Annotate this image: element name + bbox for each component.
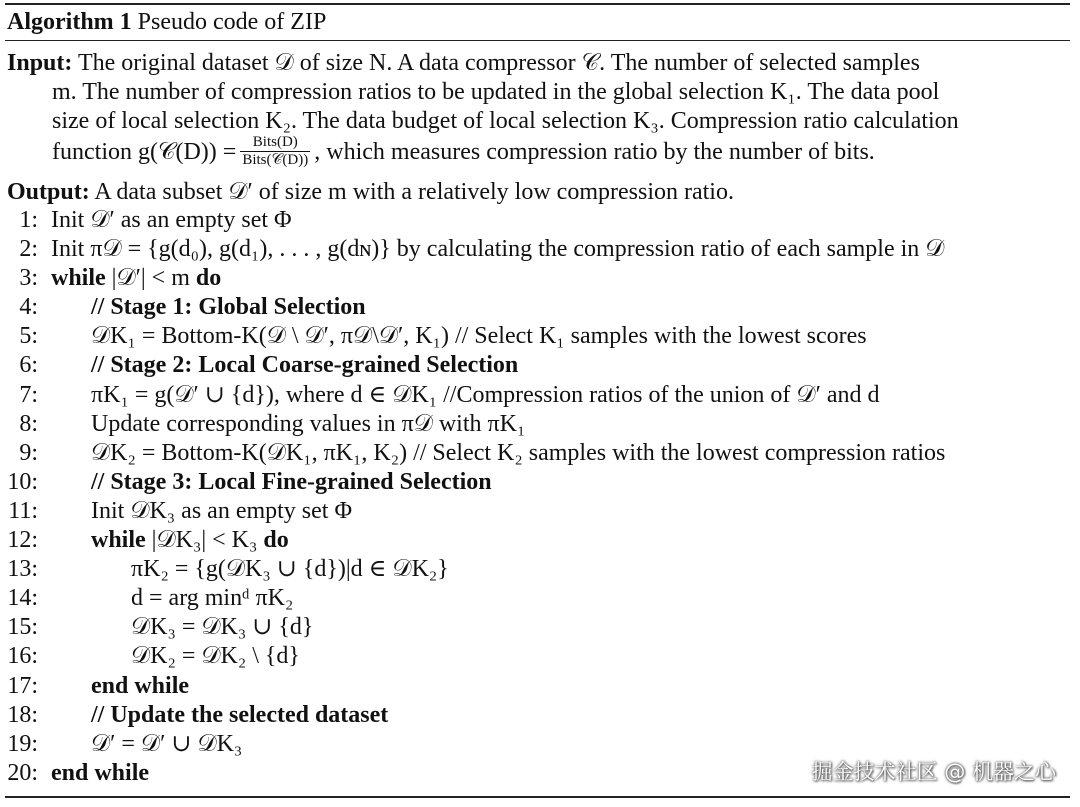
input-line-function xyxy=(7,136,1065,171)
input-spec xyxy=(7,49,1065,171)
output-text: A data subset 𝒟′ of size m with a relatively low compression ratio. xyxy=(94,179,734,205)
keyword-while: while xyxy=(51,265,106,292)
keyword-do: do xyxy=(195,265,222,292)
step-text: 𝒟K₂ = Bottom-K(𝒟K₁, πK₁, K₂) // Select K₂ samples with the lowest compression ratios xyxy=(91,439,946,466)
algorithm-caption xyxy=(7,7,326,37)
line-number: 7: xyxy=(19,381,38,408)
line-number: 8: xyxy=(19,410,38,437)
input-line xyxy=(7,49,1065,78)
line-number: 4: xyxy=(19,294,38,321)
loop-condition: |𝒟′| < m xyxy=(111,265,190,292)
step-line xyxy=(0,613,1080,642)
output-spec xyxy=(7,178,734,207)
stage-comment: // Stage 2: Local Coarse-grained Selection xyxy=(91,352,519,379)
step-text: Init 𝒟K₃ as an empty set Φ xyxy=(91,497,353,524)
line-number: 16: xyxy=(7,643,38,670)
function-suffix: , which measures compression ratio by the number of bits. xyxy=(314,139,875,166)
line-number: 5: xyxy=(19,323,38,350)
algorithm-title: Pseudo code of ZIP xyxy=(137,9,327,35)
line-number: 1: xyxy=(19,207,38,233)
fraction-numerator: Bits(D) xyxy=(240,134,310,152)
line-number: 14: xyxy=(7,585,38,612)
step-line xyxy=(0,701,1080,730)
step-line xyxy=(0,730,1080,759)
line-number: 13: xyxy=(7,556,38,583)
step-line xyxy=(0,206,1080,235)
step-line xyxy=(0,322,1080,351)
keyword-end-while: end while xyxy=(91,672,190,699)
step-text: 𝒟K₃ = 𝒟K₃ ∪ {d} xyxy=(131,614,314,641)
input-label: Input: xyxy=(7,50,73,76)
bits-fraction xyxy=(240,134,310,169)
step-line xyxy=(0,381,1080,410)
watermark: 掘金技术社区 @ 机器之心 xyxy=(811,760,1056,784)
input-line: size of local selection K₂. The data budget of local selection K₃. Compression ratio calculation xyxy=(52,108,959,134)
stage-comment: // Update the selected dataset xyxy=(91,701,389,728)
algorithm-steps xyxy=(0,206,1080,788)
line-number: 2: xyxy=(19,236,38,263)
line-number: 11: xyxy=(8,497,38,524)
line-number: 19: xyxy=(7,730,38,757)
step-text: Update corresponding values in π𝒟 with πK₁ xyxy=(91,410,526,437)
step-line xyxy=(0,351,1080,380)
step-line xyxy=(0,468,1080,497)
step-line xyxy=(0,672,1080,701)
line-number: 3: xyxy=(19,265,38,292)
step-line xyxy=(0,584,1080,613)
stage-comment: // Stage 3: Local Fine-grained Selection xyxy=(91,468,492,495)
step-text: πK₁ = g(𝒟′ ∪ {d}), where d ∈ 𝒟K₁ //Compression ratios of the union of 𝒟′ and d xyxy=(91,381,880,408)
loop-condition: |𝒟K₃| < K₃ xyxy=(151,527,258,554)
step-line xyxy=(0,264,1080,293)
line-number: 20: xyxy=(7,759,38,786)
stage-comment: // Stage 1: Global Selection xyxy=(91,294,366,321)
step-line xyxy=(0,235,1080,264)
step-line xyxy=(0,497,1080,526)
top-rule xyxy=(5,3,1070,5)
function-prefix: function g(𝒞(D)) = xyxy=(52,139,237,166)
step-line xyxy=(0,439,1080,468)
step-text: Init π𝒟 = {g(d₀), g(d₁), . . . , g(dɴ)} by calculating the compression ratio of each sample in 𝒟 xyxy=(51,236,945,263)
bottom-rule xyxy=(5,796,1070,798)
fraction-denominator: Bits(𝒞(D)) xyxy=(242,152,309,168)
line-number: 12: xyxy=(7,527,38,554)
input-line: m. The number of compression ratios to be updated in the global selection K₁. The data pool xyxy=(52,79,940,105)
step-text: 𝒟K₂ = 𝒟K₂ \ {d} xyxy=(131,643,300,670)
step-line xyxy=(0,293,1080,322)
keyword-end-while: end while xyxy=(51,759,150,786)
step-text: Init 𝒟′ as an empty set Φ xyxy=(51,207,292,233)
step-text: πK₂ = {g(𝒟K₃ ∪ {d})|d ∈ 𝒟K₂} xyxy=(131,556,449,583)
keyword-do: do xyxy=(263,527,289,554)
line-number: 10: xyxy=(7,468,38,495)
step-line xyxy=(0,526,1080,555)
input-text: The original dataset 𝒟 of size N. A data compressor 𝒞. The number of selected samples xyxy=(77,50,920,76)
line-number: 6: xyxy=(19,352,38,379)
step-text: 𝒟′ = 𝒟′ ∪ 𝒟K₃ xyxy=(91,730,243,757)
step-line xyxy=(0,642,1080,671)
algorithm-label: Algorithm 1 xyxy=(7,9,132,35)
step-line xyxy=(0,555,1080,584)
output-label: Output: xyxy=(7,179,90,205)
line-number: 17: xyxy=(7,672,38,699)
line-number: 15: xyxy=(7,614,38,641)
step-text: d = arg minᵈ πK₂ xyxy=(131,585,294,612)
step-text: 𝒟K₁ = Bottom-K(𝒟 \ 𝒟′, π𝒟\𝒟′, K₁) // Select K₁ samples with the lowest scores xyxy=(91,323,867,350)
keyword-while: while xyxy=(91,527,146,554)
step-line xyxy=(0,410,1080,439)
caption-rule xyxy=(5,40,1070,41)
line-number: 18: xyxy=(7,701,38,728)
line-number: 9: xyxy=(19,439,38,466)
